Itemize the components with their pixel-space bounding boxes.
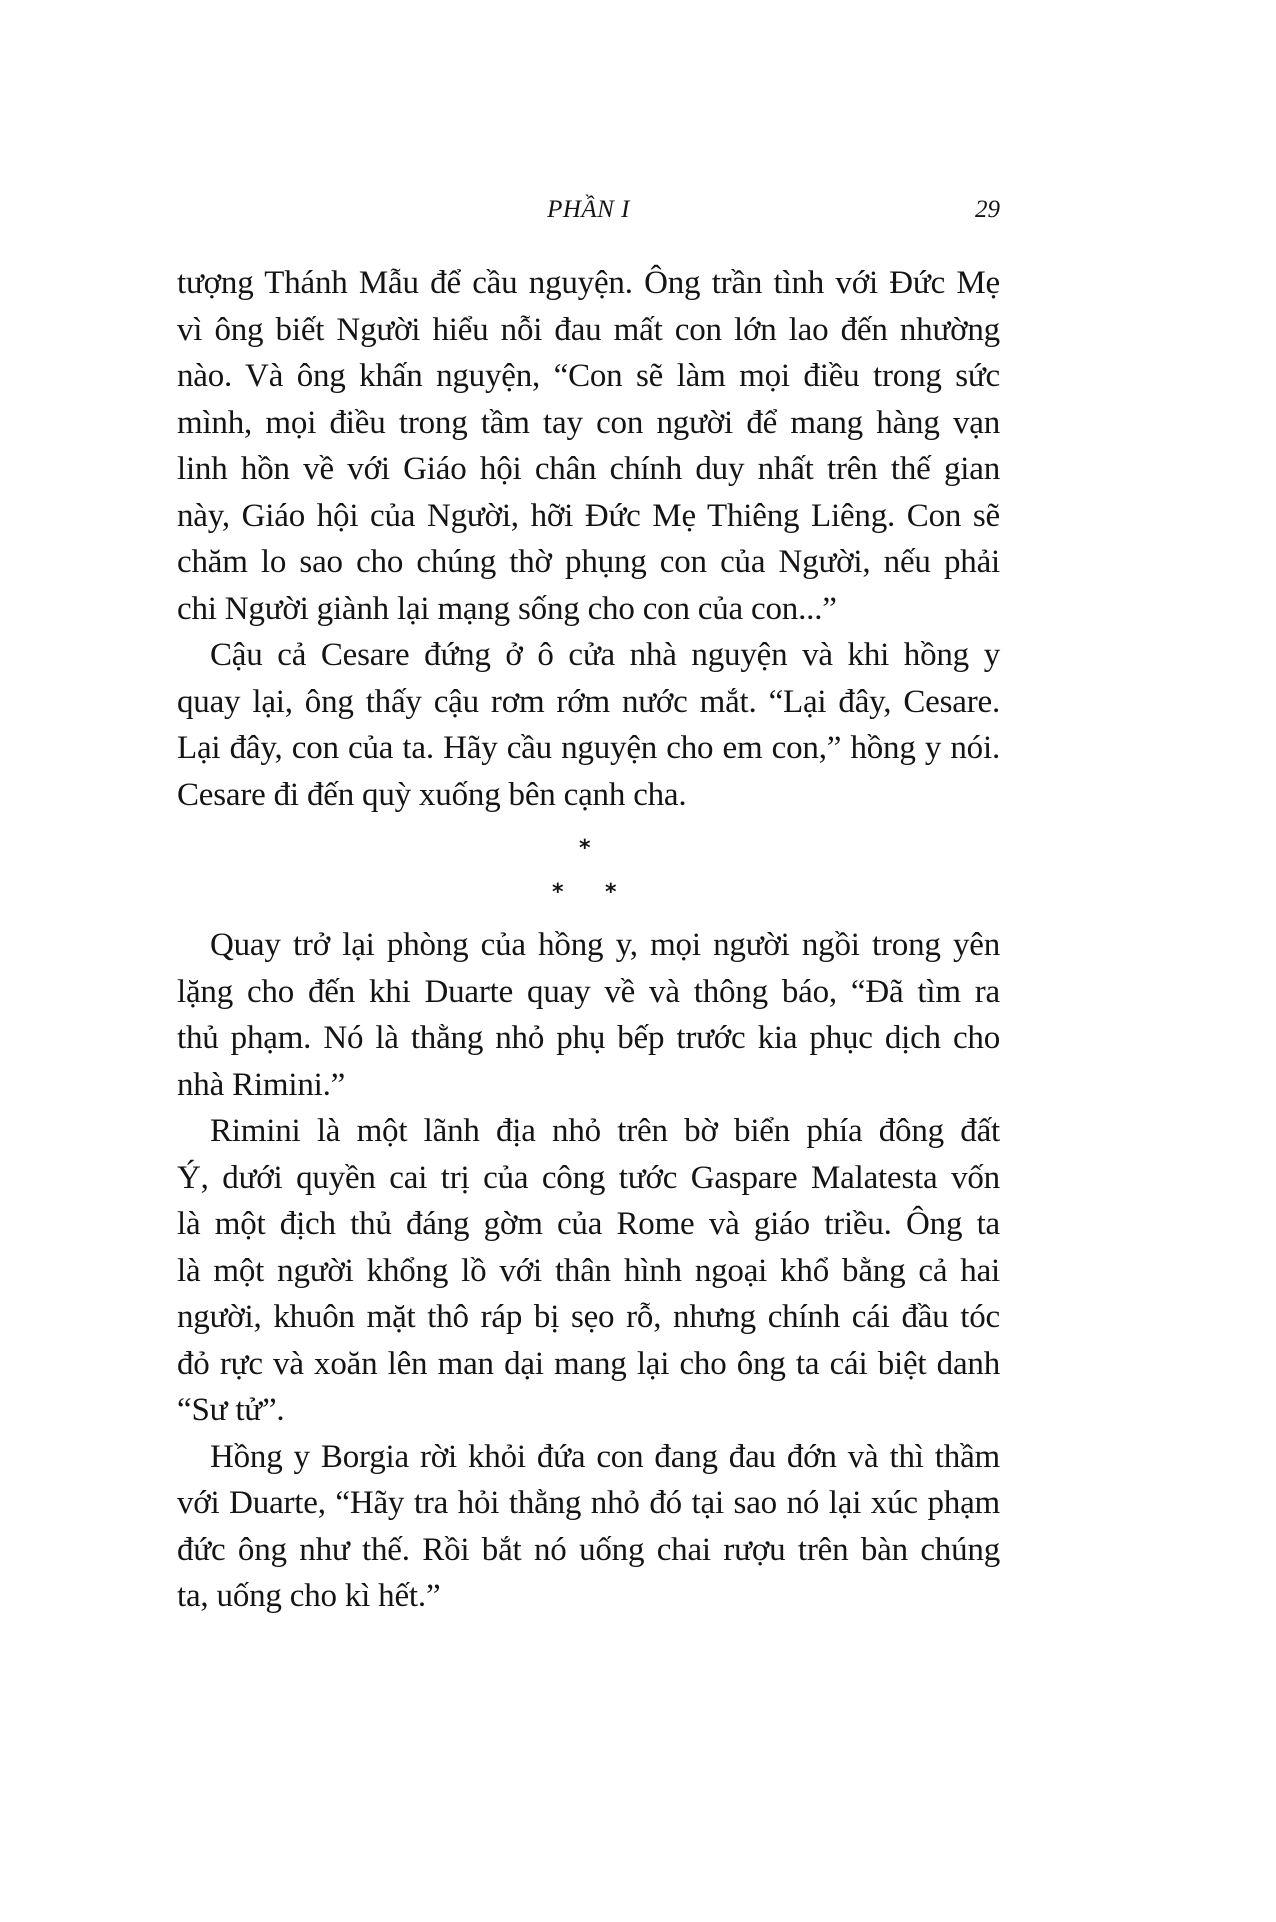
paragraph — [177, 922, 1000, 1108]
asterisk-ornament: * — [605, 880, 617, 905]
text-line: người, khuôn mặt thô ráp bị sẹo rỗ, nhưng chính cái đầu tóc — [177, 1299, 1000, 1335]
text-line: ta, uống cho kì hết.” — [177, 1578, 441, 1614]
text-line: linh hồn về với Giáo hội chân chính duy nhất trên thế gian — [177, 451, 1000, 487]
asterisk-ornament: * — [579, 836, 591, 861]
text-line: chi Người giành lại mạng sống cho con của con...” — [177, 590, 837, 627]
text-line: “Sư tử”. — [177, 1392, 285, 1428]
paragraph — [177, 1434, 1000, 1620]
text-line: lặng cho đến khi Duarte quay về và thông báo, “Đã tìm ra — [177, 973, 1000, 1010]
section-title: PHẦN I — [547, 196, 630, 223]
text-line: đỏ rực và xoăn lên man dại mang lại cho ông ta cái biệt danh — [177, 1345, 1000, 1382]
text-line: nhà Rimini.” — [177, 1066, 346, 1103]
paragraph — [177, 1108, 1000, 1434]
paragraph — [177, 260, 1000, 632]
text-line: là một địch thủ đáng gờm của Rome và giáo triều. Ông ta — [177, 1206, 1000, 1242]
text-line: Ý, dưới quyền cai trị của công tước Gaspare Malatesta vốn — [177, 1159, 1000, 1196]
running-header — [177, 196, 1000, 230]
text-line: này, Giáo hội của Người, hỡi Đức Mẹ Thiêng Liêng. Con sẽ — [177, 497, 1000, 534]
text-line: Cậu cả Cesare đứng ở ô cửa nhà nguyện và khi hồng y — [210, 637, 1000, 673]
text-line: Hồng y Borgia rời khỏi đứa con đang đau đớn và thì thầm — [210, 1438, 1000, 1475]
text-line: Cesare đi đến quỳ xuống bên cạnh cha. — [177, 776, 687, 813]
text-line: Lại đây, con của ta. Hãy cầu nguyện cho em con,” hồng y nói. — [177, 730, 1000, 766]
text-line: nào. Và ông khấn nguyện, “Con sẽ làm mọi điều trong sức — [177, 358, 1000, 394]
text-line: là một người khổng lồ với thân hình ngoại khổ bằng cả hai — [177, 1252, 1000, 1289]
text-line: thủ phạm. Nó là thằng nhỏ phụ bếp trước kia phục dịch cho — [177, 1020, 1000, 1056]
text-line: quay lại, ông thấy cậu rơm rớm nước mắt. “Lại đây, Cesare. — [177, 683, 1000, 720]
page-number: 29 — [975, 196, 1000, 223]
text-line: đức ông như thế. Rồi bắt nó uống chai rượu trên bàn chúng — [177, 1531, 1000, 1568]
text-line: Quay trở lại phòng của hồng y, mọi người ngồi trong yên — [210, 927, 1000, 963]
body-text — [177, 260, 1000, 1620]
text-line: tượng Thánh Mẫu để cầu nguyện. Ông trần tình với Đức Mẹ — [177, 265, 1000, 301]
text-line: với Duarte, “Hãy tra hỏi thằng nhỏ đó tại sao nó lại xúc phạm — [177, 1485, 1000, 1521]
paragraph — [177, 632, 1000, 818]
text-line: Rimini là một lãnh địa nhỏ trên bờ biển phía đông đất — [210, 1113, 1000, 1149]
section-break — [177, 826, 1000, 910]
text-line: mình, mọi điều trong tầm tay con người để mang hàng vạn — [177, 404, 1000, 441]
text-line: vì ông biết Người hiểu nỗi đau mất con lớn lao đến nhường — [177, 311, 1000, 348]
text-line: chăm lo sao cho chúng thờ phụng con của Người, nếu phải — [177, 544, 1000, 580]
asterisk-ornament: * — [552, 880, 564, 905]
